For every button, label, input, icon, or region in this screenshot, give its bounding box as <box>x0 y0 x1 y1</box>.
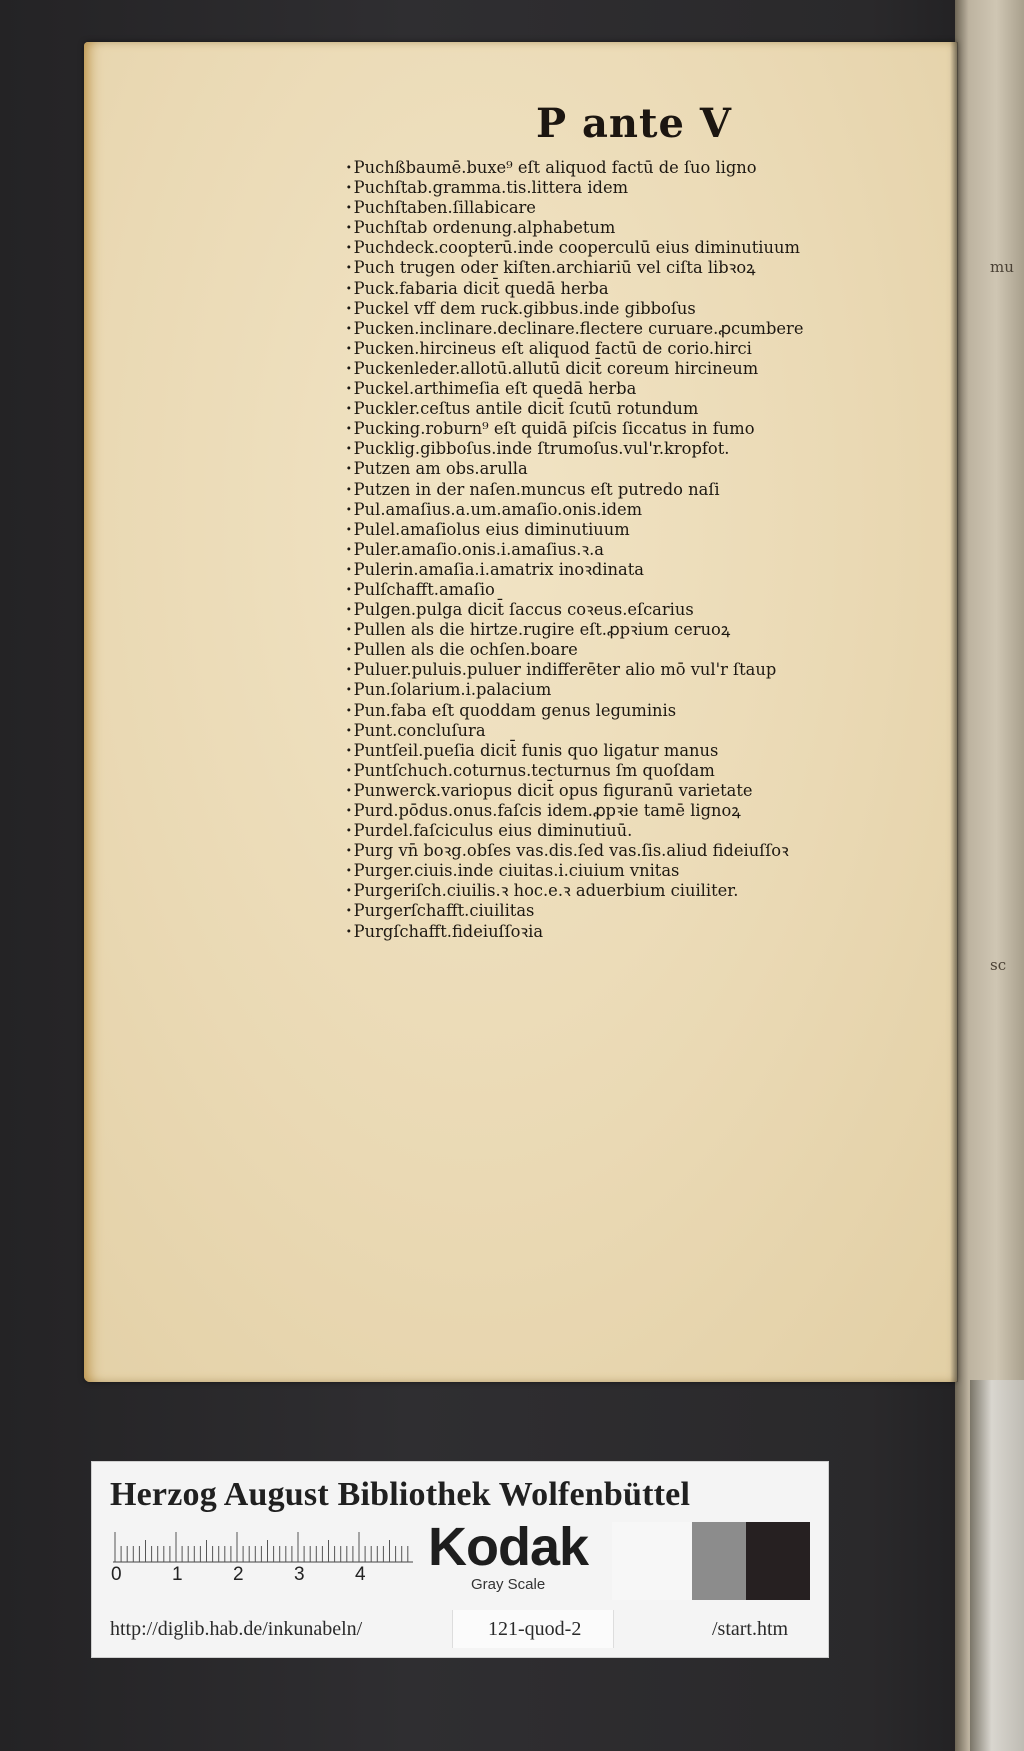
dictionary-entry: · Purdel.faſciculus eius diminutiuū. <box>346 821 906 841</box>
dictionary-entry: · Putzen am obs.arulla <box>346 459 906 479</box>
dictionary-entry: · Pun.faba eſt quoddam genus leguminis <box>346 701 906 721</box>
dictionary-entry: · Punt.concluſura <box>346 721 906 741</box>
dictionary-entry: · Pulel.amaſiolus eius diminutiuum <box>346 520 906 540</box>
dictionary-entry: · Puchſtaben.ſillabicare <box>346 198 906 218</box>
dictionary-entry: · Pucklig.gibboſus.inde ſtrumoſus.vul'r.kropfot. <box>346 439 906 459</box>
library-label <box>91 1461 829 1658</box>
dictionary-entry: · Purgerſchafft.ciuilitas <box>346 901 906 921</box>
dictionary-entry: · Puluer.puluis.puluer indifferēter alio mō vul'r ſtaup <box>346 660 906 680</box>
dictionary-entry: · Puck.fabaria dicit̄ quedā herba <box>346 279 906 299</box>
dictionary-entries <box>346 158 906 942</box>
dictionary-entry: · Puchßbaumē.buxe⁹ eſt aliquod factū de ſuo ligno <box>346 158 906 178</box>
neighbor-page-fragment-mid: sc <box>990 956 1007 974</box>
dictionary-entry: · Pucken.inclinare.declinare.flectere curuare.ꝓcumbere <box>346 319 906 339</box>
dictionary-entry: · Puckel.arthimeſia eſt quedā herba <box>346 379 906 399</box>
dictionary-entry: · Puchſtab.gramma.tis.littera idem <box>346 178 906 198</box>
dictionary-entry: · Pun.ſolarium.i.palacium <box>346 680 906 700</box>
kodak-logo: Kodak <box>428 1517 589 1577</box>
dictionary-entry: · Purd.pōdus.onus.faſcis idem.ꝓpꝛie tamē lignoꝝ <box>346 801 906 821</box>
dictionary-entry: · Puchdeck.coopterū.inde cooperculū eius diminutiuum <box>346 238 906 258</box>
ruler-number: 2 <box>233 1564 244 1585</box>
dictionary-entry: · Pulſchafft.amaſio <box>346 580 906 600</box>
dictionary-entry: · Puchſtab ordenung.alphabetum <box>346 218 906 238</box>
neighbor-page-lower-edge <box>970 1380 1024 1751</box>
url-suffix: /start.htm <box>712 1618 789 1640</box>
dictionary-entry: · Puckel vff dem ruck.gibbus.inde gibboſus <box>346 299 906 319</box>
library-name: Herzog August Bibliothek Wolfenbüttel <box>110 1476 691 1513</box>
gray-patch-mid <box>692 1522 746 1600</box>
page-gutter <box>950 42 958 1382</box>
ruler-number: 3 <box>294 1564 305 1585</box>
ruler-ticks <box>113 1528 413 1564</box>
dictionary-entry: · Purger.ciuis.inde ciuitas.i.ciuium vnitas <box>346 861 906 881</box>
ruler-number: 1 <box>172 1564 183 1585</box>
measurement-ruler <box>113 1528 413 1586</box>
page-header: P ante V <box>536 100 732 147</box>
url-prefix: http://diglib.hab.de/inkunabeln/ <box>110 1618 363 1640</box>
dictionary-entry: · Puntſchuch.coturnus.tecturnus ſm quoſdam <box>346 761 906 781</box>
dictionary-entry: · Puler.amaſio.onis.i.amaſius.ꝛ.a <box>346 540 906 560</box>
gray-scale-caption: Gray Scale <box>471 1576 546 1593</box>
dictionary-entry: · Pullen als die hirtze.rugire eſt.ꝓpꝛium ceruoꝝ <box>346 620 906 640</box>
dictionary-entry: · Pullen als die ochſen.boare <box>346 640 906 660</box>
dictionary-entry: · Puckenleder.allotū.allutū dicit̄ coreum hircineum <box>346 359 906 379</box>
dictionary-entry: · Punwerck.variopus dicit̄ opus figuranū varietate <box>346 781 906 801</box>
ruler-number: 0 <box>111 1564 122 1585</box>
dictionary-entry: · Purg vn̄ boꝛg.obſes vas.dis.ſed vas.ſis.aliud fideiuſſoꝛ <box>346 841 906 861</box>
dictionary-entry: · Pulgen.pulga dicit̄ ſaccus coꝛeus.eſcarius <box>346 600 906 620</box>
dictionary-entry: · Puch trugen oder kiſten.archiariū vel ciſta libꝛoꝝ <box>346 258 906 278</box>
dictionary-entry: · Pucken.hircineus eſt aliquod factū de corio.hirci <box>346 339 906 359</box>
dictionary-entry: · Putzen in der naſen.muncus eſt putredo naſi <box>346 480 906 500</box>
ruler-number: 4 <box>355 1564 366 1585</box>
dictionary-entry: · Purgſchafft.fideiuſſoꝛia <box>346 922 906 942</box>
dictionary-entry: · Pul.amaſius.a.um.amaſio.onis.idem <box>346 500 906 520</box>
dictionary-entry: · Pulerin.amaſia.i.amatrix inoꝛdinata <box>346 560 906 580</box>
neighbor-page-fragment-top: mu <box>990 258 1014 276</box>
dictionary-entry: · Purgeriſch.ciuilis.ꝛ hoc.e.ꝛ aduerbium ciuiliter. <box>346 881 906 901</box>
dictionary-entry: · Puntſeil.pueſia dicit̄ funis quo ligatur manus <box>346 741 906 761</box>
gray-patch-light <box>612 1522 692 1600</box>
dictionary-entry: · Pucking.roburn⁹ eſt quidā piſcis ſiccatus in fumo <box>346 419 906 439</box>
url-document-id: 121-quod-2 <box>488 1618 582 1640</box>
gray-patch-dark <box>746 1522 810 1600</box>
dictionary-entry: · Puckler.ceſtus antile dicit̄ ſcutū rotundum <box>346 399 906 419</box>
